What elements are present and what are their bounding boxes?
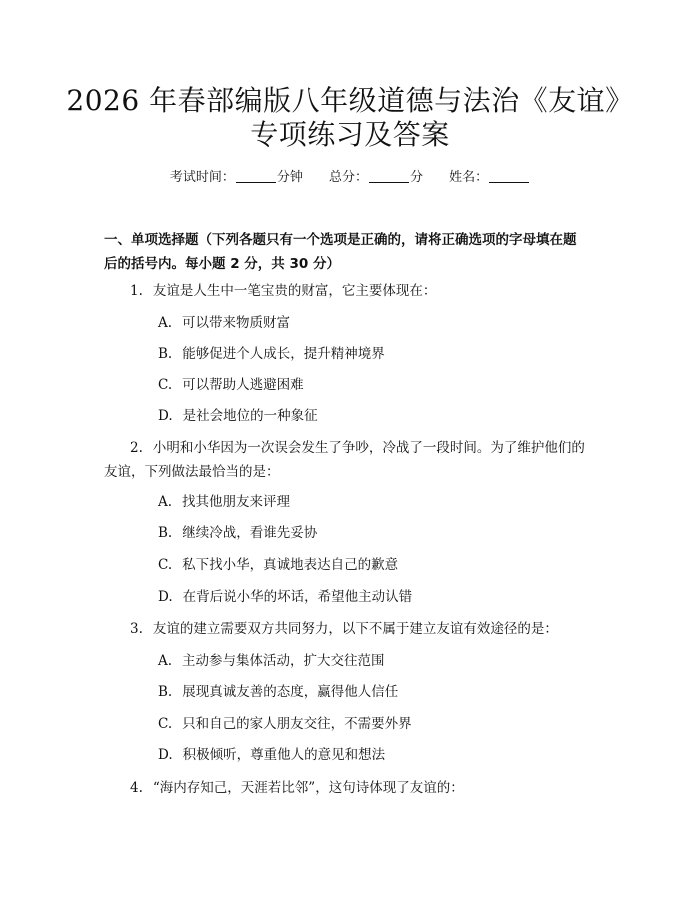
option-letter: B. xyxy=(158,525,173,541)
option-letter: D. xyxy=(158,408,173,424)
title-line-1: 2026 年春部编版八年级道德与法治《友谊》 xyxy=(66,84,634,117)
exam-time xyxy=(170,170,303,185)
name-blank xyxy=(489,182,529,183)
student-name xyxy=(449,170,530,185)
question-2-option-b xyxy=(158,521,317,545)
question-1-option-c xyxy=(158,373,304,397)
time-blank xyxy=(236,182,276,183)
option-text: 私下找小华，真诚地表达自己的歉意 xyxy=(182,557,399,573)
question-3-option-b xyxy=(158,680,398,704)
option-letter: C. xyxy=(158,716,173,732)
option-text: 继续冷战，看谁先妥协 xyxy=(182,525,318,541)
time-unit: 分钟 xyxy=(276,170,303,185)
exam-info xyxy=(0,168,700,188)
option-letter: B. xyxy=(158,684,173,700)
time-label: 考试时间： xyxy=(169,170,235,185)
question-text: 友谊的建立需要双方共同努力，以下不属于建立友谊有效途径的是： xyxy=(152,621,558,637)
option-text: 可以带来物质财富 xyxy=(182,315,291,331)
question-2-option-c xyxy=(158,553,398,577)
question-2-stem-line-1 xyxy=(104,436,604,460)
option-letter: B. xyxy=(158,346,173,362)
question-2-option-a xyxy=(158,490,290,514)
total-score xyxy=(329,170,423,185)
score-blank xyxy=(369,182,409,183)
question-1-stem xyxy=(130,279,436,303)
option-letter: D. xyxy=(158,589,173,605)
option-text: 只和自己的家人朋友交往，不需要外界 xyxy=(182,716,412,732)
question-1-option-d xyxy=(158,404,318,428)
question-2-stem xyxy=(104,436,604,484)
option-letter: A. xyxy=(158,494,173,510)
option-text: 展现真诚友善的态度，赢得他人信任 xyxy=(182,684,399,700)
question-number: 4. xyxy=(130,780,143,796)
option-text: 可以帮助人逃避困难 xyxy=(182,377,304,393)
question-number: 1. xyxy=(130,283,143,299)
section-heading xyxy=(104,228,604,276)
option-text: 是社会地位的一种象征 xyxy=(182,408,318,424)
name-label: 姓名： xyxy=(449,170,489,185)
question-3-option-d xyxy=(158,743,385,767)
option-letter: C. xyxy=(158,557,173,573)
question-text: 友谊是人生中一笔宝贵的财富，它主要体现在： xyxy=(152,283,437,299)
question-3-option-c xyxy=(158,712,412,736)
question-3-stem xyxy=(130,617,558,641)
section-heading-line-2: 后的括号内。每小题 2 分，共 30 分） xyxy=(104,256,340,272)
option-letter: C. xyxy=(158,377,173,393)
option-text: 找其他朋友来评理 xyxy=(182,494,291,510)
question-3-option-a xyxy=(158,649,385,673)
question-number: 2. xyxy=(130,440,143,456)
question-2-option-d xyxy=(158,585,412,609)
question-number: 3. xyxy=(130,621,143,637)
option-text: 积极倾听，尊重他人的意见和想法 xyxy=(182,747,386,763)
option-text: 在背后说小华的坏话，希望他主动认错 xyxy=(182,589,413,605)
question-2-stem-line-2: 友谊，下列做法最恰当的是： xyxy=(104,464,280,480)
question-4-stem xyxy=(130,776,464,800)
option-letter: A. xyxy=(158,653,173,669)
score-label: 总分： xyxy=(328,170,368,185)
question-1-option-b xyxy=(158,342,385,366)
option-letter: D. xyxy=(158,747,173,763)
question-text: 小明和小华因为一次误会发生了争吵，冷战了一段时间。为了维护他们的 xyxy=(152,440,585,456)
option-text: 能够促进个人成长，提升精神境界 xyxy=(182,346,385,362)
title-line-2: 专项练习及答案 xyxy=(250,118,450,151)
option-text: 主动参与集体活动，扩大交往范围 xyxy=(182,653,385,669)
score-unit: 分 xyxy=(410,170,424,185)
section-heading-line-1: 一、单项选择题（下列各题只有一个选项是正确的，请将正确选项的字母填在题 xyxy=(104,232,577,248)
question-1-option-a xyxy=(158,311,290,335)
option-letter: A. xyxy=(158,315,173,331)
question-text: “海内存知己，天涯若比邻”，这句诗体现了友谊的： xyxy=(152,780,464,796)
